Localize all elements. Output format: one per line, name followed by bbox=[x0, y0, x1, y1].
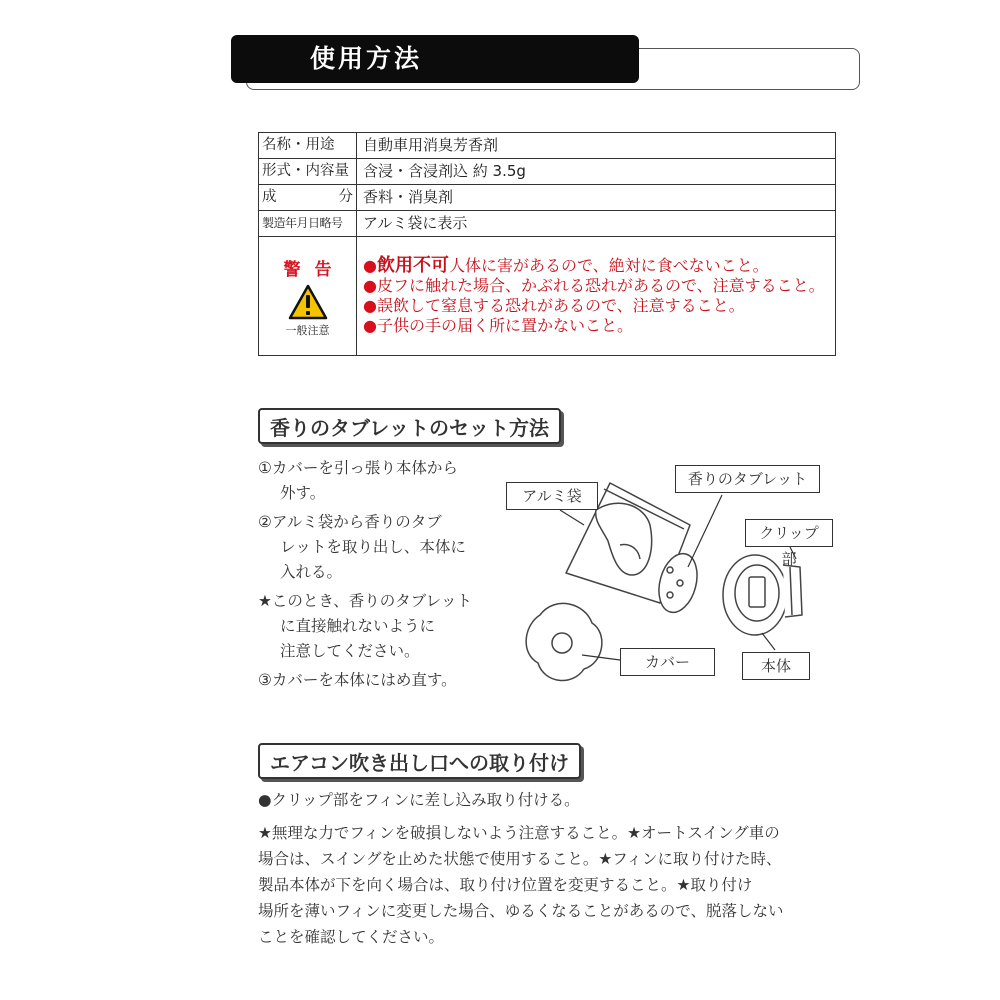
mount-notes bbox=[258, 820, 848, 950]
warning-head bbox=[259, 237, 357, 356]
warning-title: 警告 bbox=[283, 259, 346, 280]
list-item: ③カバーを本体にはめ直す。 bbox=[258, 671, 457, 689]
table-row bbox=[259, 211, 836, 237]
spec-key-left: 成 bbox=[262, 189, 277, 205]
warning-item: ●誤飲して窒息する恐れがあるので、注意すること。 bbox=[363, 296, 745, 315]
table-row bbox=[259, 185, 836, 211]
spec-value: 香料・消臭剤 bbox=[357, 185, 836, 211]
spec-key bbox=[259, 185, 357, 211]
mount-note-line: 場所を薄いフィンに変更した場合、ゆるくなることがあるので、脱落しない bbox=[258, 902, 784, 920]
tablet-steps bbox=[258, 456, 498, 693]
list-item: ★このとき、香りのタブレット に直接触れないように 注意してください。 bbox=[258, 592, 473, 660]
spec-key-right: 分 bbox=[338, 189, 353, 205]
label-aluminum-bag: アルミ袋 bbox=[506, 482, 598, 510]
mount-note-line: ★無理な力でフィンを破損しないよう注意すること。★オートスイング車の bbox=[258, 824, 780, 842]
warning-list bbox=[357, 237, 836, 356]
spec-key: 形式・内容量 bbox=[259, 159, 357, 185]
warning-triangle-icon bbox=[288, 284, 328, 320]
label-clip: クリップ部 bbox=[745, 519, 833, 547]
tablet-section-title: 香りのタブレットのセット方法 bbox=[258, 408, 561, 444]
warning-row bbox=[259, 237, 836, 356]
table-row bbox=[259, 133, 836, 159]
mount-note-line: ことを確認してください。 bbox=[258, 928, 445, 946]
warning-subtitle: 一般注意 bbox=[285, 323, 330, 337]
table-row bbox=[259, 159, 836, 185]
spec-key: 製造年月日略号 bbox=[259, 211, 357, 237]
spec-value: アルミ袋に表示 bbox=[357, 211, 836, 237]
spec-table bbox=[258, 132, 836, 356]
label-body: 本体 bbox=[742, 652, 810, 680]
mount-bullet: ●クリップ部をフィンに差し込み取り付ける。 bbox=[258, 791, 580, 809]
spec-key: 名称・用途 bbox=[259, 133, 357, 159]
mount-note-line: 製品本体が下を向く場合は、取り付け位置を変更すること。★取り付け bbox=[258, 876, 753, 894]
mount-section-title: エアコン吹き出し口への取り付け bbox=[258, 743, 581, 779]
page-title: 使用方法 bbox=[309, 44, 422, 73]
list-item: ②アルミ袋から香りのタブ レットを取り出し、本体に 入れる。 bbox=[258, 513, 466, 581]
spec-value: 含浸・含浸剤込 約 3.5g bbox=[357, 159, 836, 185]
label-cover: カバー bbox=[620, 648, 715, 676]
warning-item: ●皮フに触れた場合、かぶれる恐れがあるので、注意すること。 bbox=[363, 276, 825, 295]
spec-value: 自動車用消臭芳香剤 bbox=[357, 133, 836, 159]
list-item: ①カバーを引っ張り本体から 外す。 bbox=[258, 459, 458, 502]
mount-note-line: 場合は、スイングを止めた状態で使用すること。★フィンに取り付けた時、 bbox=[258, 850, 782, 868]
warning-item: ●子供の手の届く所に置かないこと。 bbox=[363, 316, 633, 335]
label-tablet: 香りのタブレット bbox=[675, 465, 820, 493]
warning-item: ●飲用不可人体に害があるので、絶対に食べないこと。 bbox=[363, 255, 769, 276]
